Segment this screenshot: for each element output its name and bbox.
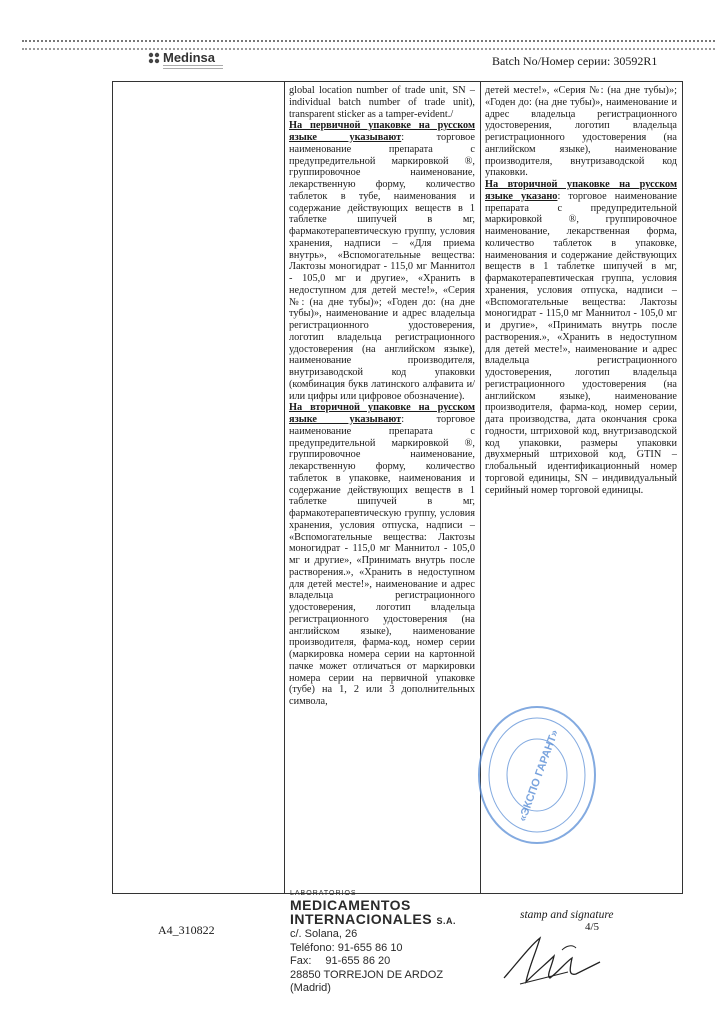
col2-intro: global location number of trade unit, SN – individual batch number of trade unit), transparent sticker as a tamper-evident./ <box>289 85 475 120</box>
col2-section1-header: На первичной упаковке на русском языке указывают <box>289 120 475 143</box>
column-proposed-text <box>485 85 677 605</box>
medinsa-logo-icon <box>148 52 160 64</box>
col2-section2-header: На вторичной упаковке на русском языке указывают <box>289 402 475 425</box>
page-number: 4/5 <box>585 921 600 933</box>
top-dotted-border <box>22 40 715 50</box>
lab-stamp-city: 28850 TORREJON DE ARDOZ (Madrid) <box>290 968 444 994</box>
lab-stamp-fax-label: Fax: <box>290 955 312 967</box>
logo-tagline <box>163 65 223 69</box>
stamp-and-signature-label: stamp and signature <box>520 909 614 921</box>
medinsa-logo <box>148 50 268 74</box>
column-current-text <box>289 85 475 893</box>
lab-stamp-fax: 91-655 86 20 <box>325 955 391 967</box>
col2-section1-text: : торговое наименование препарата с предупредительной маркировкой ®, группировочное наименование, лекарственную форму, количество таблеток в тубе, наименования и содержание действующих веществ в 1 таблетке шипучей в мг, фармакотерапевтическую группу, условия хранения, надписи – «Для приема внутрь», «Вспомогательные вещества: Лактозы моногидрат - 115,0 мг Маннитол - 105,0 мг и другие», «Хранить в недоступном для детей месте!», «Серия №: (на дне тубы)»; «Годен до: (на дне тубы)», наименование и адрес владельца регистрационного удостоверения, логотип владельца регистрационного удостоверения (на английском языке), наименование производителя, внутризаводской код упаковки (комбинация букв латинского алфавита и/или цифры или цифровое обозначение). <box>289 132 475 402</box>
lab-stamp-street: c/. Solana, 26 <box>290 928 358 940</box>
lab-stamp-phone-label: Teléfono: <box>290 941 335 954</box>
col2-section2 <box>289 402 475 708</box>
col3-section <box>485 179 677 496</box>
lab-stamp-sa: S.A. <box>436 916 456 926</box>
lab-stamp-phone-row <box>290 942 480 956</box>
lab-stamp-fax-row <box>290 955 480 969</box>
lab-stamp-phone: 91-655 86 10 <box>337 941 403 954</box>
column-divider-1 <box>284 82 285 893</box>
col3-section-header: На вторичной упаковке на русском языке указано <box>485 179 677 202</box>
col3-intro: детей месте!», «Серия №: (на дне тубы)»; «Годен до: (на дне тубы)», наименование и адрес владельца регистрационного удостоверения, логотип владельца регистрационного удостоверения (на английском языке), наименование производителя, внутризаводской код упаковки. <box>485 85 677 179</box>
round-seal-stamp <box>472 700 602 850</box>
lab-stamp-line2-row <box>290 912 480 928</box>
lab-stamp-line1: MEDICAMENTOS <box>290 897 411 913</box>
document-code: A4_310822 <box>158 923 215 937</box>
col2-section2-text: : торговое наименование препарата с предупредительной маркировкой ®, группировочное наименование, лекарственную форму, количество таблеток в упаковке, наименования и содержание действующих веществ в 1 таблетке шипучей в мг, фармакотерапевтическую группу, условия хранения, условия отпуска, надписи – «Вспомогательные вещества: Лактозы моногидрат - 115,0 мг Маннитол - 105,0 мг и другие», «Принимать внутрь после растворения.», «Хранить в недоступном для детей месте!», наименование и адрес владельца регистрационного удостоверения, логотип владельца регистрационного удостоверения (на английском языке), наименование производителя, фарма-код, номер серии (маркировка номера серии на картонной пачке может отличаться от маркировки номера серии на первичной упаковке (тубе) на 1, 2 или 3 дополнительных символа, <box>289 414 475 707</box>
seal-text: «ЭКСПО ГАРАНТ» <box>516 728 562 824</box>
col2-section1 <box>289 120 475 402</box>
col3-section-text: : торговое наименование препарата с предупредительной маркировкой ®, группировочное наименование, лекарственная форма, количество таблеток в упаковке, наименования и содержание действующих веществ в 1 таблетке шипучей в мг, фармакотерапевтическая группа, условия хранения, условия отпуска, надписи – «Вспомогательные вещества: Лактозы моногидрат - 115,0 мг Маннитол - 105,0 мг и другие», «Принимать внутрь после растворения.», «Хранить в недоступном для детей месте!», наименование и адрес владельца регистрационного удостоверения, логотип владельца регистрационного удостоверения (на английском языке), наименование производителя, фарма-код, номер серии, дата производства, дата окончания срока годности, штриховой код, внутризаводской код упаковки, размеры упаковки двухмерный штриховой код, GTIN – глобальный идентификационный номер торговой единицы, SN – индивидуальный серийный номер торговой единицы. <box>485 190 677 496</box>
handwritten-signature <box>496 932 606 990</box>
laboratory-stamp <box>290 890 480 996</box>
logo-name: Medinsa <box>163 50 216 65</box>
lab-stamp-small: LABORATORIOS <box>290 890 357 897</box>
lab-stamp-line2: INTERNACIONALES <box>290 911 433 927</box>
batch-number: Batch No/Номер серии: 30592R1 <box>492 54 658 68</box>
